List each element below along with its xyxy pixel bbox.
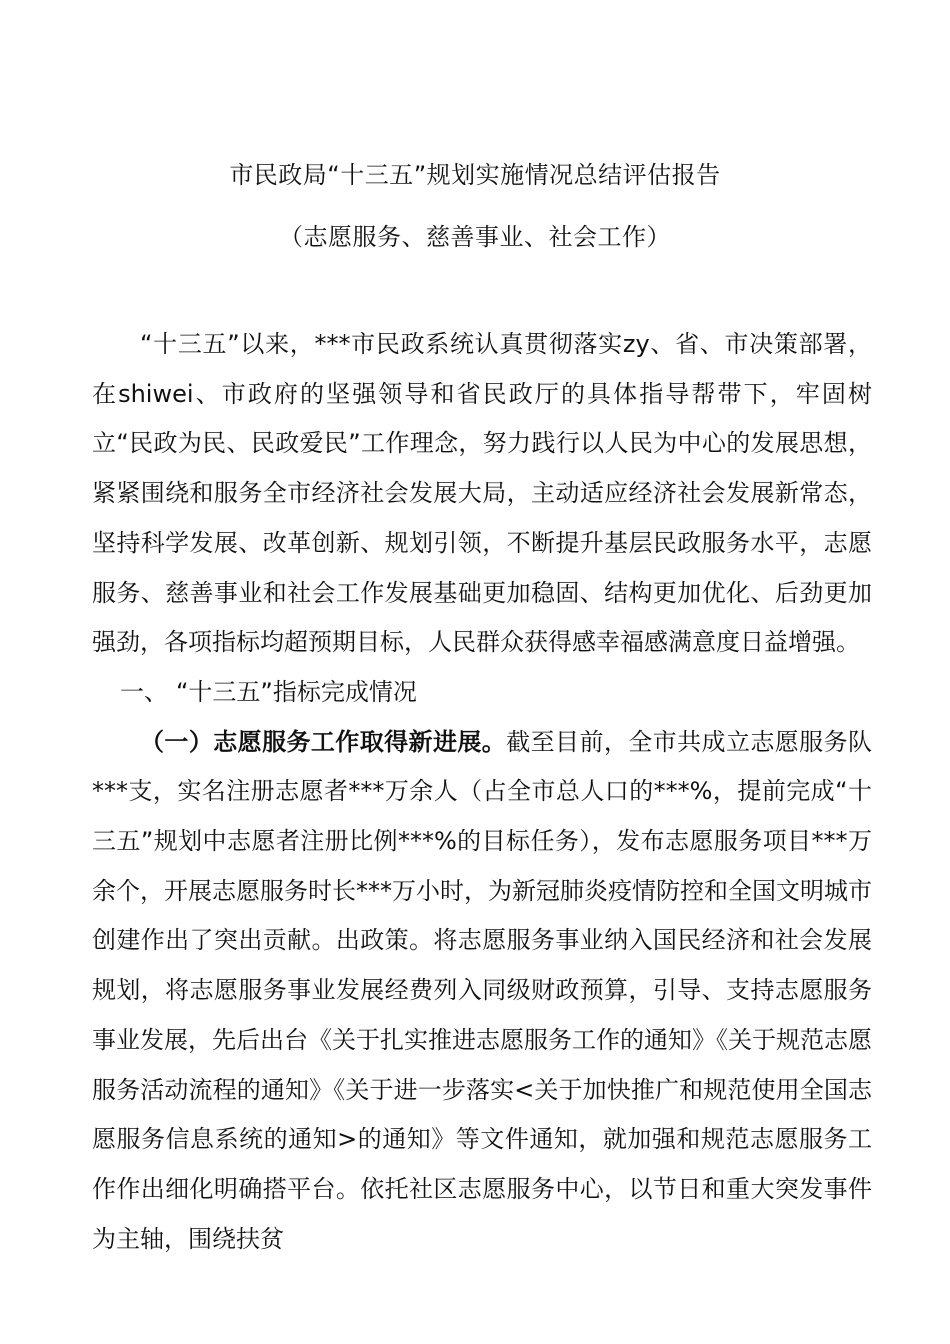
section-number: 一、	[120, 677, 168, 706]
document-body	[92, 320, 872, 1264]
document-subtitle: （志愿服务、慈善事业、社会工作）	[279, 223, 671, 251]
section-heading	[92, 668, 872, 718]
document-title: 市民政局“十三五”规划实施情况总结评估报告	[229, 161, 721, 189]
intro-paragraph: “十三五”以来，***市民政系统认真贯彻落实zy、省、市决策部署，在shiwei、市政府的坚强领导和省民政厅的具体指导帮带下，牢固树立“民政为民、民政爱民”工作理念，努力践行以人民为中心的发展思想，紧紧围绕和服务全市经济社会发展大局，主动适应经济社会发展新常态，坚持科学发展、改革创新、规划引领，不断提升基层民政服务水平，志愿服务、慈善事业和社会工作发展基础更加稳固、结构更加优化、后劲更加强劲，各项指标均超预期目标，人民群众获得感幸福感满意度日益增强。	[92, 330, 872, 657]
subsection-paragraph	[92, 718, 872, 1265]
section-heading-text: “十三五”指标完成情况	[176, 677, 417, 706]
subsection-text: 截至目前，全市共成立志愿服务队***支，实名注册志愿者***万余人（占全市总人口的***%，提前完成“十三五”规划中志愿者注册比例***%的目标任务），发布志愿服务项目***万余个，开展志愿服务时长***万小时，为新冠肺炎疫情防控和全国文明城市创建作出了突出贡献。出政策。将志愿服务事业纳入国民经济和社会发展规划，将志愿服务事业发展经费列入同级财政预算，引导、支持志愿服务事业发展，先后出台《关于扎实推进志愿服务工作的通知》《关于规范志愿服务活动流程的通知》《关于进一步落实<关于加快推广和规范使用全国志愿服务信息系统的通知>的通知》等文件通知，就加强和规范志愿服务工作作出细化明确搭平台。依托社区志愿服务中心，以节日和重大突发事件为主轴，围绕扶贫	[92, 727, 873, 1253]
subsection-lead: （一）志愿服务工作取得新进展。	[140, 727, 507, 756]
